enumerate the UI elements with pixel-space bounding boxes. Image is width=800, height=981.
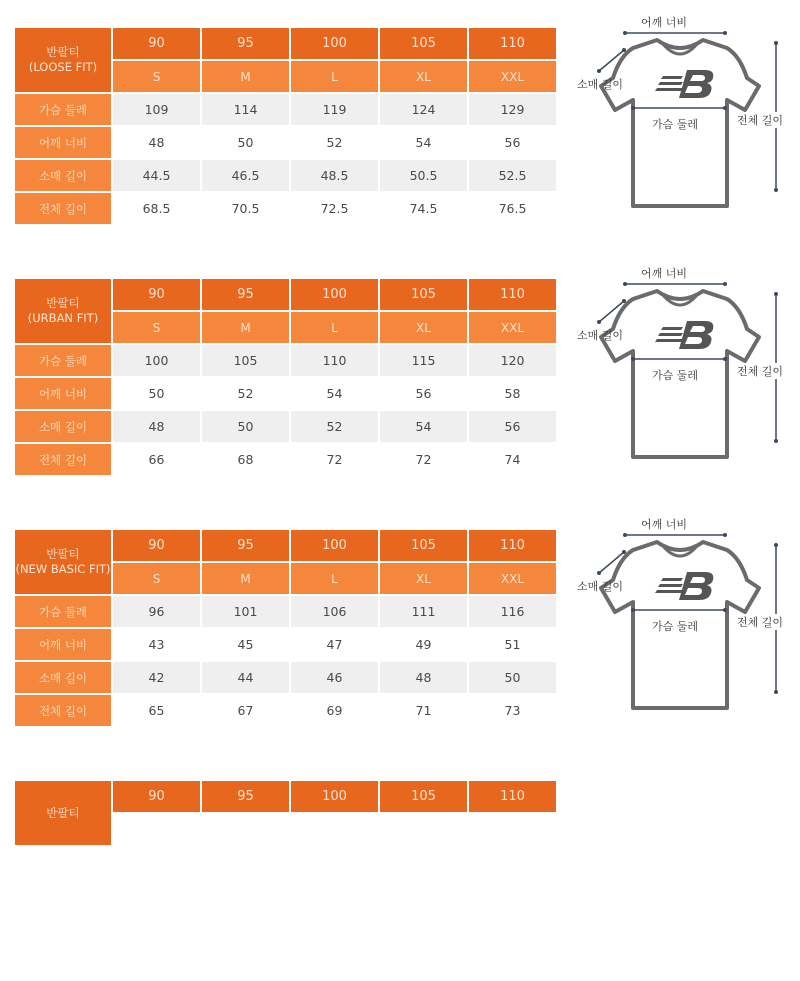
- measurement-value: 106: [291, 596, 378, 627]
- table-title-line1: 반팔티: [46, 296, 80, 310]
- measurement-value: 69: [326, 703, 343, 718]
- measurement-value: 54: [326, 386, 343, 401]
- measurement-value: 48: [113, 411, 200, 442]
- measurement-value: 56: [415, 386, 432, 401]
- numeric-size-header: 95: [202, 530, 289, 561]
- measurement-label: 소매 길이: [15, 662, 111, 693]
- measurement-label: 소매 길이: [15, 160, 111, 191]
- letter-size-header: XXL: [469, 312, 556, 343]
- letter-size-header: XL: [380, 563, 467, 594]
- size-table-section: [15, 16, 800, 228]
- table-title-cell: [15, 279, 111, 343]
- letter-size-header: M: [202, 563, 289, 594]
- total-length-label: 전체 길이: [737, 616, 784, 629]
- tshirt-measurement-diagram: [575, 267, 800, 479]
- measurement-value: 50.5: [380, 160, 467, 191]
- total-length-label: 전체 길이: [737, 114, 784, 127]
- measurement-value: 70.5: [231, 201, 260, 216]
- measurement-value: 101: [202, 596, 289, 627]
- measurement-value: 48: [148, 135, 165, 150]
- measurement-value: 48.5: [291, 160, 378, 191]
- measurement-label: 가슴 둘레: [15, 596, 111, 627]
- measurement-label: 어깨 너비: [15, 378, 111, 409]
- measurement-value: 50: [237, 135, 254, 150]
- sleeve-length-label: 소매 길이: [577, 78, 624, 91]
- measurement-value: 111: [380, 596, 467, 627]
- numeric-size-header: 95: [202, 781, 289, 812]
- measurement-value: 56: [469, 411, 556, 442]
- numeric-size-header: 100: [291, 781, 378, 812]
- measurement-label: 가슴 둘레: [15, 345, 111, 376]
- measurement-label: 어깨 너비: [15, 127, 111, 158]
- numeric-size-header: 95: [202, 28, 289, 59]
- numeric-size-header: 100: [291, 28, 378, 59]
- measurement-value: 46.5: [202, 160, 289, 191]
- measurement-value: 124: [380, 94, 467, 125]
- letter-size-header: XL: [380, 61, 467, 92]
- numeric-size-header: 110: [469, 28, 556, 59]
- tshirt-measurement-diagram: [575, 518, 800, 730]
- measurement-value: 52: [291, 411, 378, 442]
- numeric-size-header: 90: [113, 781, 200, 812]
- measurement-label: 소매 길이: [15, 411, 111, 442]
- size-table-section: [15, 781, 800, 981]
- letter-size-header: XXL: [469, 61, 556, 92]
- measurement-value: 114: [202, 94, 289, 125]
- letter-size-header: S: [113, 61, 200, 92]
- measurement-value: 56: [504, 135, 521, 150]
- sleeve-length-label: 소매 길이: [577, 329, 624, 342]
- numeric-size-header: 100: [291, 530, 378, 561]
- measurement-label: 전체 길이: [15, 695, 111, 726]
- measurement-value: 49: [415, 637, 432, 652]
- measurement-value: 120: [469, 345, 556, 376]
- measurement-value: 47: [326, 637, 343, 652]
- measurement-value: 105: [202, 345, 289, 376]
- letter-size-header: L: [291, 563, 378, 594]
- numeric-size-header: 95: [202, 279, 289, 310]
- measurement-value: 73: [504, 703, 521, 718]
- letter-size-header: XL: [380, 312, 467, 343]
- measurement-label: 전체 길이: [15, 444, 111, 475]
- numeric-size-header: 90: [113, 279, 200, 310]
- measurement-value: 76.5: [498, 201, 527, 216]
- table-title-line2: (LOOSE FIT): [28, 60, 98, 74]
- measurement-value: 52: [237, 386, 254, 401]
- measurement-value: 52: [326, 135, 343, 150]
- letter-size-header: S: [113, 312, 200, 343]
- measurement-label: 전체 길이: [15, 193, 111, 224]
- measurement-value: 43: [148, 637, 165, 652]
- measurement-value: 100: [113, 345, 200, 376]
- measurement-value: 50: [202, 411, 289, 442]
- measurement-value: 51: [504, 637, 521, 652]
- letter-size-header: L: [291, 61, 378, 92]
- letter-size-header: M: [202, 61, 289, 92]
- measurement-value: 58: [504, 386, 521, 401]
- measurement-value: 115: [380, 345, 467, 376]
- measurement-value: 54: [380, 411, 467, 442]
- measurement-value: 44.5: [113, 160, 200, 191]
- measurement-value: 71: [415, 703, 432, 718]
- table-title-line1: 반팔티: [46, 805, 80, 820]
- measurement-value: 129: [469, 94, 556, 125]
- numeric-size-header: 90: [113, 530, 200, 561]
- measurement-value: 65: [148, 703, 165, 718]
- measurement-value: 66: [148, 452, 165, 467]
- measurement-value: 74.5: [409, 201, 438, 216]
- measurement-value: 96: [113, 596, 200, 627]
- measurement-label: 어깨 너비: [15, 629, 111, 660]
- measurement-value: 72: [415, 452, 432, 467]
- measurement-value: 110: [291, 345, 378, 376]
- measurement-value: 42: [113, 662, 200, 693]
- measurement-value: 54: [415, 135, 432, 150]
- numeric-size-header: 105: [380, 28, 467, 59]
- numeric-size-header: 105: [380, 530, 467, 561]
- measurement-value: 50: [148, 386, 165, 401]
- measurement-value: 52.5: [469, 160, 556, 191]
- measurement-value: 119: [291, 94, 378, 125]
- measurement-value: 72.5: [320, 201, 349, 216]
- table-title-line1: 반팔티: [46, 547, 80, 561]
- measurement-value: 50: [469, 662, 556, 693]
- letter-size-header: S: [113, 563, 200, 594]
- measurement-value: 44: [202, 662, 289, 693]
- measurement-value: 67: [237, 703, 254, 718]
- shoulder-width-label: 어깨 너비: [641, 518, 688, 531]
- shoulder-width-label: 어깨 너비: [641, 16, 688, 29]
- numeric-size-header: 105: [380, 279, 467, 310]
- measurement-value: 48: [380, 662, 467, 693]
- table-title-line1: 반팔티: [46, 45, 80, 59]
- numeric-size-header: 110: [469, 530, 556, 561]
- measurement-value: 74: [504, 452, 521, 467]
- letter-size-header: XXL: [469, 563, 556, 594]
- size-table-section: [15, 267, 800, 479]
- measurement-value: 46: [291, 662, 378, 693]
- measurement-value: 68: [237, 452, 254, 467]
- measurement-label: 가슴 둘레: [15, 94, 111, 125]
- table-title-line2: (URBAN FIT): [27, 311, 99, 325]
- numeric-size-header: 110: [469, 781, 556, 812]
- numeric-size-header: 110: [469, 279, 556, 310]
- size-table-section: [15, 518, 800, 730]
- shoulder-width-label: 어깨 너비: [641, 267, 688, 280]
- measurement-value: 116: [469, 596, 556, 627]
- measurement-value: 45: [237, 637, 254, 652]
- measurement-value: 72: [326, 452, 343, 467]
- chest-circumference-label: 가슴 둘레: [652, 369, 699, 382]
- letter-size-header: L: [291, 312, 378, 343]
- chest-circumference-label: 가슴 둘레: [652, 620, 699, 633]
- measurement-value: 68.5: [142, 201, 171, 216]
- numeric-size-header: 90: [113, 28, 200, 59]
- table-title-cell: [15, 781, 111, 845]
- total-length-label: 전체 길이: [737, 365, 784, 378]
- table-title-cell: [15, 28, 111, 92]
- table-title-cell: [15, 530, 111, 594]
- chest-circumference-label: 가슴 둘레: [652, 118, 699, 131]
- letter-size-header: M: [202, 312, 289, 343]
- tshirt-measurement-diagram: [575, 16, 800, 228]
- table-title-line2: (NEW BASIC FIT): [15, 562, 111, 576]
- measurement-value: 109: [113, 94, 200, 125]
- numeric-size-header: 100: [291, 279, 378, 310]
- sleeve-length-label: 소매 길이: [577, 580, 624, 593]
- numeric-size-header: 105: [380, 781, 467, 812]
